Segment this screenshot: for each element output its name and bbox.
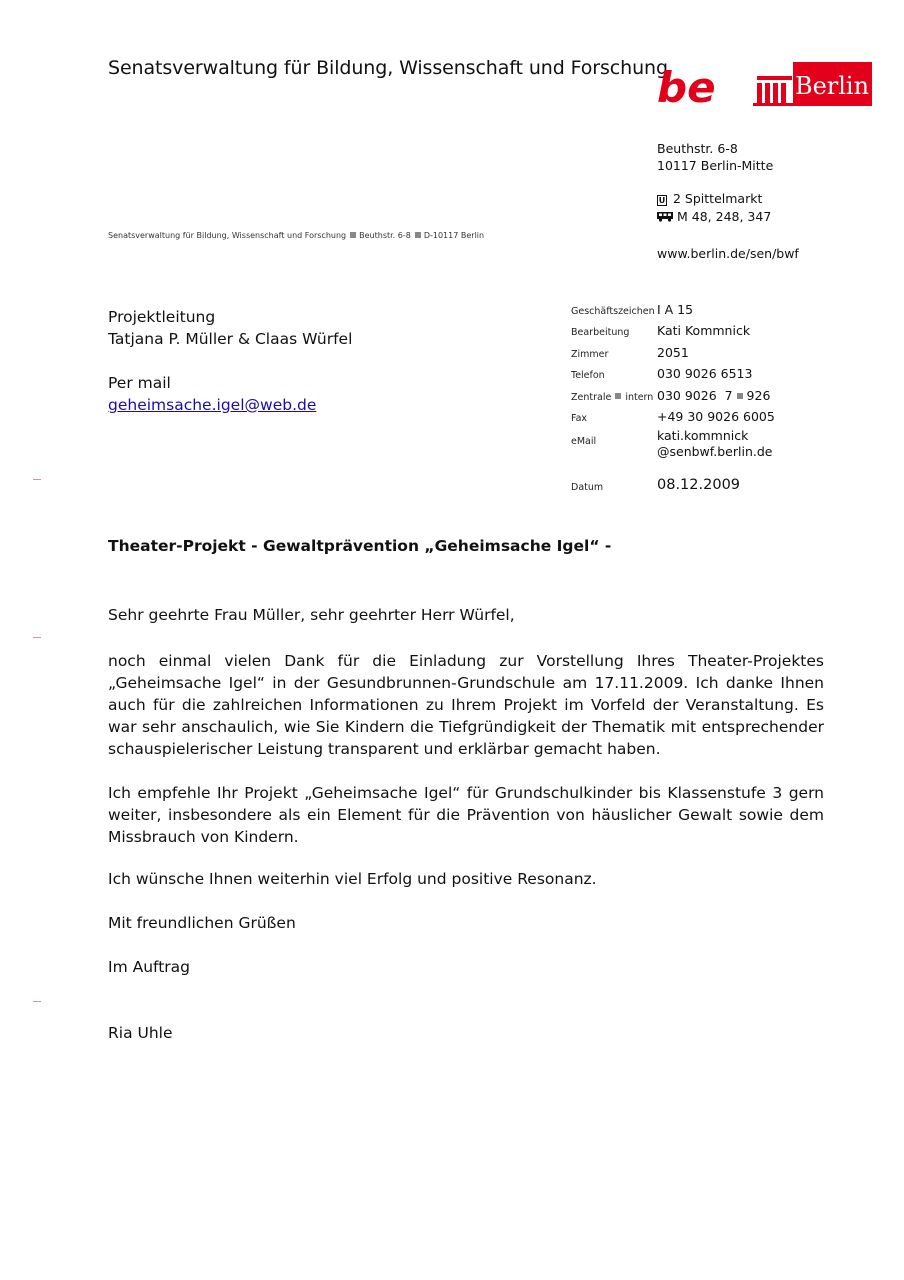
letter-on-behalf: Im Auftrag [108,958,190,976]
recipient-line2: Tatjana P. Müller & Claas Würfel [108,330,353,348]
bus-text: M 48, 248, 347 [677,209,772,224]
phone-value: 030 9026 6513 [657,366,753,381]
address-web[interactable]: www.berlin.de/sen/bwf [657,246,799,261]
logo-be-text: be [657,63,716,112]
central-value-b: 926 [746,388,771,403]
email-label: eMail [571,436,597,447]
central-value [657,388,770,404]
email-value-line1[interactable]: kati.kommnick [657,428,749,443]
letter-closing: Mit freundlichen Grüßen [108,914,296,932]
phone-label: Telefon [571,370,605,381]
separator-square [415,232,421,238]
sender-return-line [108,231,484,240]
address-street: Beuthstr. 6-8 [657,141,738,156]
fax-label: Fax [571,413,588,424]
email-value-line2[interactable]: @senbwf.berlin.de [657,444,773,459]
recipient-block [108,306,352,416]
sender-street: Beuthstr. 6-8 [359,231,411,240]
address-ubahn [657,190,762,207]
letter-salutation: Sehr geehrte Frau Müller, sehr geehrter Herr Würfel, [108,606,515,624]
separator-square [737,393,743,399]
fax-value: +49 30 9026 6005 [657,409,775,424]
central-value-a: 030 9026 7 [657,388,733,403]
letter-subject: Theater-Projekt - Gewaltprävention „Geheimsache Igel“ - [108,537,612,555]
ubahn-text: 2 Spittelmarkt [673,191,763,206]
room-label: Zimmer [571,349,609,360]
delivery-method: Per mail [108,374,171,392]
ubahn-icon: U [658,196,666,205]
letter-paragraph-1: noch einmal vielen Dank für die Einladung zur Vorstellung Ihres Theater-Projektes „Geheimsache Igel“ in der Gesundbrunnen-Grundschule am 17.11.2009. Ich danke Ihnen auch für die zahlreichen Informationen zu Ihrem Projekt im Vorfeld der Veranstaltung. Es war sehr anschaulich, wie Sie Kindern die Tiefgründigkeit der Thematik mit entsprechender schauspielerischer Leistung transparent und erklärbar gemacht haben. [108,652,824,758]
logo-berlin-text: Berlin [794,72,870,100]
organization-title: Senatsverwaltung für Bildung, Wissenschaft und Forschung [108,57,668,79]
recipient-email-link[interactable]: geheimsache.igel@web.de [108,396,317,414]
ref-value: I A 15 [657,302,694,317]
punch-mark [33,637,41,638]
recipient-line1: Projektleitung [108,308,216,326]
central-label-b: intern [625,392,654,403]
sender-org: Senatsverwaltung für Bildung, Wissenschaft und Forschung [108,231,347,240]
berlin-logo [657,62,872,112]
address-bus [657,208,771,225]
letter-signature: Ria Uhle [108,1024,173,1042]
date-value: 08.12.2009 [657,477,741,493]
room-value: 2051 [657,345,689,360]
handler-label: Bearbeitung [571,327,630,338]
letter-paragraph-3: Ich wünsche Ihnen weiterhin viel Erfolg und positive Resonanz. [108,870,597,888]
fold-mark [33,479,41,480]
bus-icon [657,211,673,222]
central-label [571,392,653,403]
ref-label: Geschäftszeichen [571,306,655,317]
address-city: 10117 Berlin-Mitte [657,158,774,173]
separator-square [350,232,356,238]
letter-paragraph-2: Ich empfehle Ihr Projekt „Geheimsache Igel“ für Grundschulkinder bis Klassenstufe 3 gern weiter, insbesondere als ein Element für die Prävention von häuslicher Gewalt sowie dem Missbrauch von Kindern. [108,784,824,846]
handler-value: Kati Kommnick [657,323,751,338]
fold-mark [33,1001,41,1002]
date-label: Datum [571,482,604,493]
sender-city: D-10117 Berlin [423,231,485,240]
separator-square [615,393,621,399]
central-label-a: Zentrale [571,392,612,403]
